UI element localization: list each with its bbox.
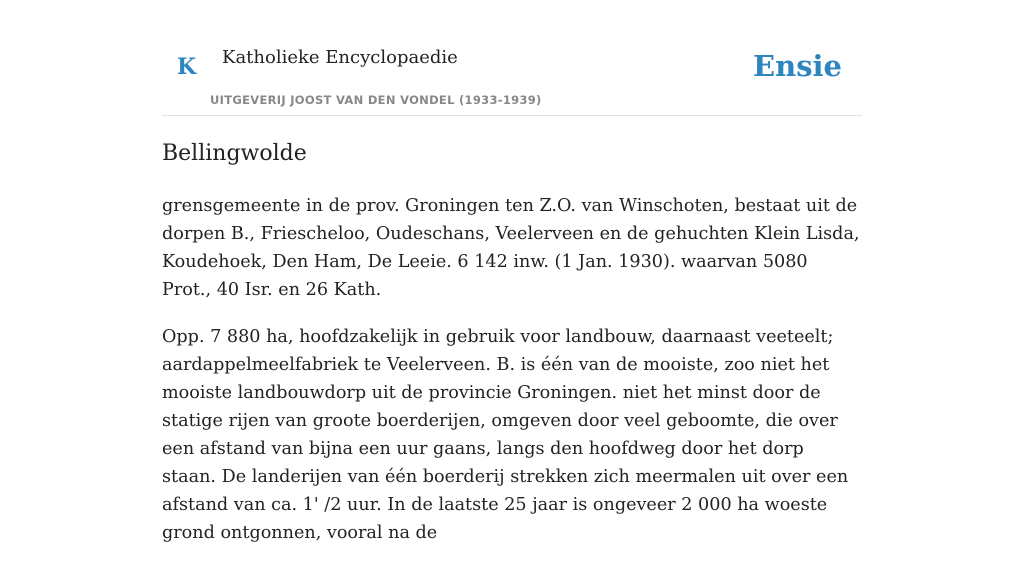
article-paragraph: grensgemeente in de prov. Groningen ten Z.O. van Winschoten, bestaat uit de dorpen B., Friescheloo, Oudeschans, Veelerveen en de gehuchten Klein Lisda, Koudehoek, Den Ham, De Leeie. 6 142 inw. (1 Jan. 1930). waarvan 5080 Prot., 40 Isr. en 26 Kath. [162, 196, 860, 300]
ensie-brand-logo[interactable]: Ensie [753, 49, 842, 83]
article-body [162, 192, 862, 566]
article-title: Bellingwolde [162, 141, 307, 166]
article-paragraph: Opp. 7 880 ha, hoofdzakelijk in gebruik voor landbouw, daarnaast veeteelt; aardappelmeelfabriek te Veelerveen. B. is één van de mooiste, zoo niet het mooiste landbouwdorp uit de provincie Groningen. niet het minst door de statige rijen van groote boerderijen, omgeven door veel geboomte, die over een afstand van bijna een uur gaans, langs den hoofdweg door het dorp staan. De landerijen van één boerderij strekken zich meermalen uit over een afstand van ca. 1' /2 uur. In de laatste 25 jaar is ongeveer 2 000 ha woeste grond ontgonnen, vooral na de [162, 327, 849, 543]
encyclopedia-logo[interactable]: K [177, 54, 197, 80]
publisher-label: UITGEVERIJ JOOST VAN DEN VONDEL (1933-1939) [210, 93, 542, 107]
site-header [162, 0, 862, 116]
encyclopedia-title[interactable]: Katholieke Encyclopaedie [222, 47, 458, 68]
page [162, 0, 862, 543]
